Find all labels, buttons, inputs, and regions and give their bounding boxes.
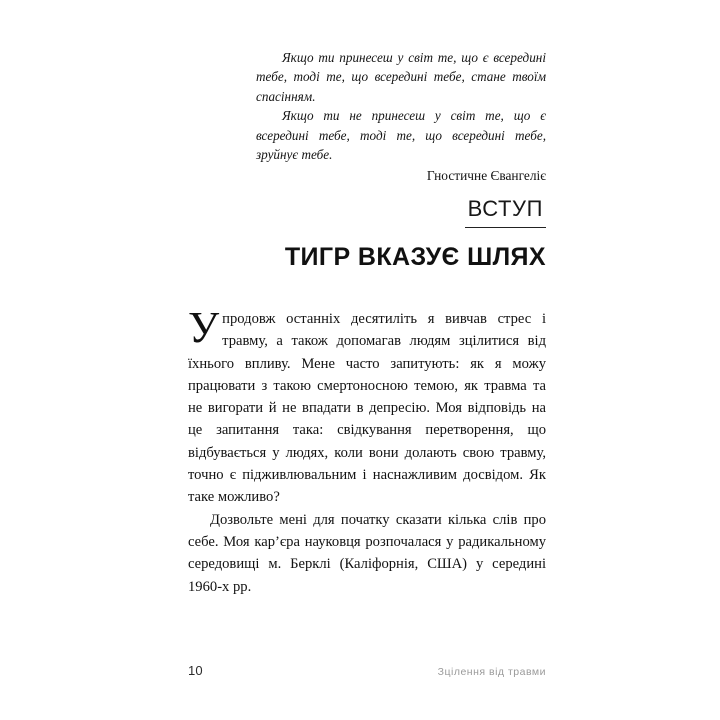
page-footer	[188, 663, 546, 678]
running-head: Зцілення від травми	[437, 666, 546, 678]
epigraph-paragraph-2: Якщо ти не принесеш у світ те, що є всередині тебе, тоді те, що всередині тебе, зруйнує тебе.	[256, 108, 546, 163]
chapter-heading-block	[188, 196, 546, 272]
page-title: ТИГР ВКАЗУЄ ШЛЯХ	[284, 243, 546, 271]
epigraph-block	[256, 48, 546, 186]
body-copy	[188, 303, 546, 598]
epigraph-source: Гностичне Євангеліє	[426, 168, 546, 184]
page-number: 10	[188, 663, 203, 678]
kicker-wrap	[188, 196, 546, 228]
body-paragraph-2: Дозвольте мені для початку сказати кілька слів про себе. Моя кар’єра науковця розпочалася у радикальному середовищі м. Берклі (Каліфорнія, США) у середині 1960-х рр.	[188, 511, 546, 595]
section-kicker: ВСТУП	[465, 196, 546, 228]
epigraph-paragraph-1: Якщо ти принесеш у світ те, що є всередині тебе, тоді те, що всередині тебе, стане твоїм спасінням.	[256, 50, 546, 104]
body-paragraph-1: Упродовж останніх десятиліть я вивчав стрес і травму, а також допомагав людям зцілитися від їхнього впливу. Мене часто запитують: як я можу працювати з такою смертоносною темою, як травма та не вигорати й не впадати в депресію. Моя відповідь на це запитання така: свідкування перетворення, що відбувається у людях, коли вони долають свою травму, точно є підживлювальним і наснажливим досвідом. Як таке можливо?	[188, 303, 546, 506]
